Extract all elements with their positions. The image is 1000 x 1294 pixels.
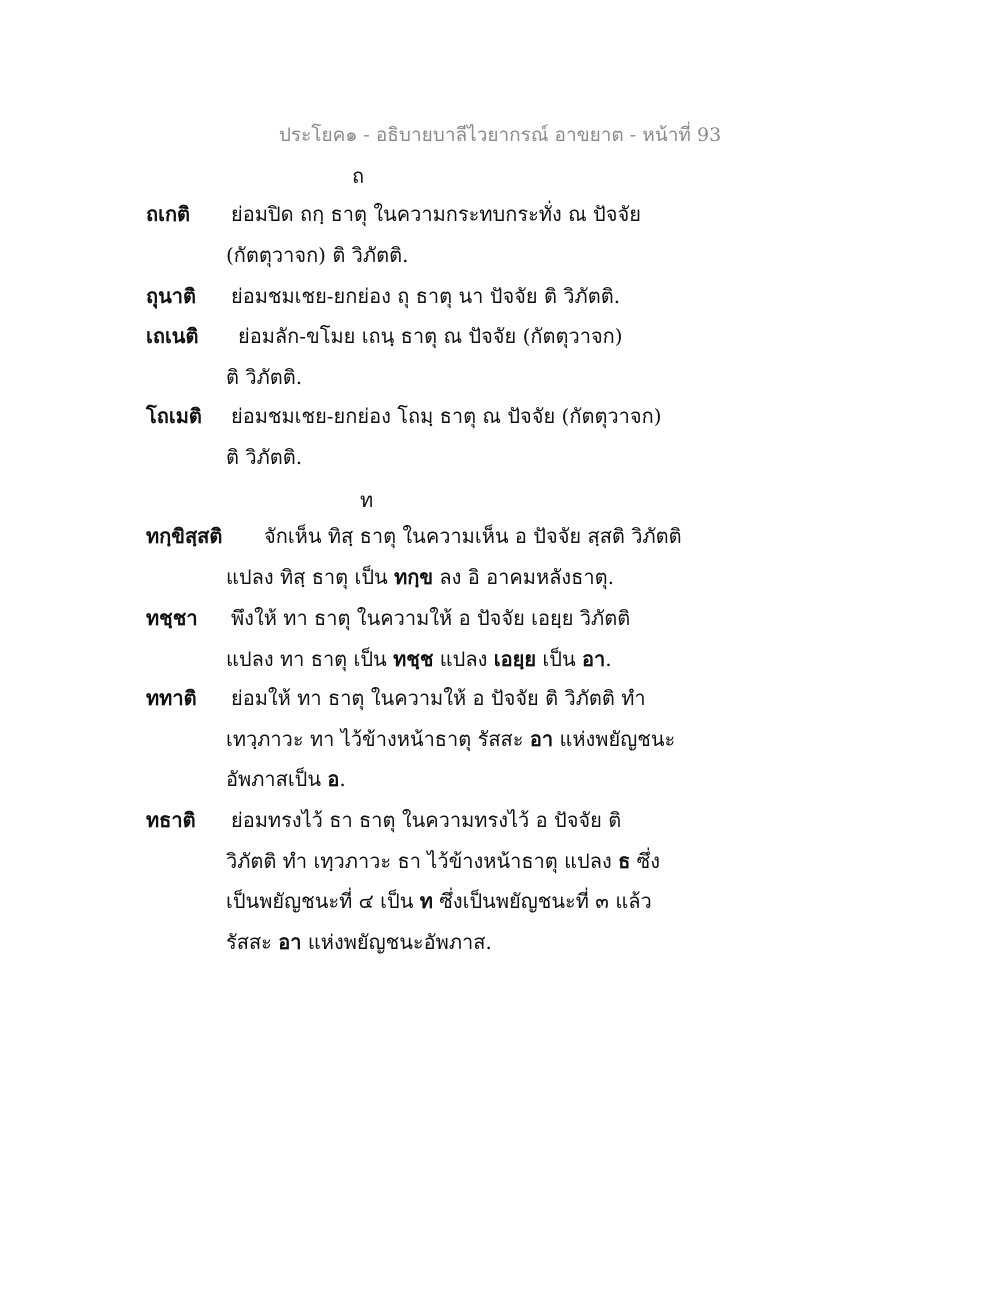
entry-line xyxy=(226,639,706,680)
bold-term: อา xyxy=(529,726,554,751)
text-run: แปลง xyxy=(433,646,494,671)
text-run: เป็น xyxy=(536,646,582,671)
text-run: รัสสะ xyxy=(226,929,279,954)
entry-thathati xyxy=(146,678,706,800)
entry-line xyxy=(226,557,706,598)
bold-term: ทชฺช xyxy=(393,646,434,671)
entry-term: ถุนาติ xyxy=(146,284,196,308)
entry-thakkhissati xyxy=(146,516,706,597)
entry-line xyxy=(226,719,706,760)
text-run: . xyxy=(605,646,612,671)
text-run: แปลง ทา ธาตุ เป็น xyxy=(226,646,394,671)
entry-line: ย่อมชมเชย-ยกย่อง ถุ ธาตุ นา ปัจจัย ติ วิภัตติ. xyxy=(231,284,621,308)
text-run: แปลง ทิสฺ ธาตุ เป็น xyxy=(226,564,395,589)
text-run: แห่งพยัญชนะอัพภาส. xyxy=(301,929,492,954)
entry-line: ย่อมทรงไว้ ธา ธาตุ ในความทรงไว้ อ ปัจจัย ติ xyxy=(231,808,622,832)
text-run: วิภัตติ ทำ เทฺวภาวะ ธา ไว้ข้างหน้าธาตุ แปลง xyxy=(226,848,619,873)
entry-thunati xyxy=(146,276,706,317)
text-run: ซึ่ง xyxy=(630,848,661,873)
entry-line: จักเห็น ทิสฺ ธาตุ ในความเห็น อ ปัจจัย สฺสติ วิภัตติ xyxy=(264,524,682,548)
entry-term: ถเกติ xyxy=(146,202,191,226)
entry-line xyxy=(226,881,706,922)
entry-line xyxy=(226,759,706,800)
entry-line: (กัตตุวาจก) ติ วิภัตติ. xyxy=(226,242,409,267)
entry-term: ททาติ xyxy=(146,686,197,710)
entry-line: พึงให้ ทา ธาตุ ในความให้ อ ปัจจัย เอยฺย วิภัตติ xyxy=(231,606,631,630)
entry-term: โถเมติ xyxy=(146,404,202,428)
text-run: แห่งพยัญชนะ xyxy=(553,726,676,751)
text-run: ลง อิ อาคมหลังธาตุ. xyxy=(433,564,614,589)
bold-term: เอยฺย xyxy=(493,646,537,671)
bold-term: อา xyxy=(581,646,606,671)
bold-term: อ xyxy=(327,767,340,791)
entry-term: ทกฺขิสฺสติ xyxy=(146,524,223,548)
text-run: อัพภาสเป็น xyxy=(226,767,328,791)
section-letter-tho-thahan: ท xyxy=(360,488,374,512)
entry-term: เถเนติ xyxy=(146,324,199,348)
entry-line: ติ วิภัตติ. xyxy=(226,444,303,469)
entry-thometi xyxy=(146,396,706,477)
entry-theneti xyxy=(146,316,706,397)
page-header: ประโยค๑ - อธิบายบาลีไวยากรณ์ อาขยาต - หน้าที่ 93 xyxy=(278,124,722,146)
entry-term: ทชฺชา xyxy=(146,606,198,630)
entry-thatcha xyxy=(146,598,706,679)
bold-term: ทกฺข xyxy=(394,564,434,589)
bold-term: อา xyxy=(278,929,302,954)
text-run: ซึ่งเป็นพยัญชนะที่ ๓ แล้ว xyxy=(432,889,652,913)
entry-line xyxy=(226,922,706,963)
entry-line: ติ วิภัตติ. xyxy=(226,364,303,389)
entry-line: ย่อมลัก-ขโมย เถนฺ ธาตุ ณ ปัจจัย (กัตตุวาจก) xyxy=(238,324,623,348)
section-letter-tho-thung: ถ xyxy=(352,164,365,188)
bold-term: ท xyxy=(419,889,433,913)
text-run: . xyxy=(339,767,346,791)
entry-line xyxy=(226,841,706,882)
entry-line: ย่อมชมเชย-ยกย่อง โถมฺ ธาตุ ณ ปัจจัย (กัตตุวาจก) xyxy=(231,404,662,428)
entry-term: ทธาติ xyxy=(146,808,196,832)
text-run: เป็นพยัญชนะที่ ๔ เป็น xyxy=(226,889,420,913)
entry-line: ย่อมปิด ถกฺ ธาตุ ในความกระทบกระทั่ง ณ ปัจจัย xyxy=(231,202,641,226)
bold-term: ธ xyxy=(618,848,631,873)
entry-thaketi xyxy=(146,194,706,275)
entry-thadhati xyxy=(146,800,706,962)
entry-line: ย่อมให้ ทา ธาตุ ในความให้ อ ปัจจัย ติ วิภัตติ ทำ xyxy=(231,686,646,710)
text-run: เทวฺภาวะ ทา ไว้ข้างหน้าธาตุ รัสสะ xyxy=(226,726,530,751)
